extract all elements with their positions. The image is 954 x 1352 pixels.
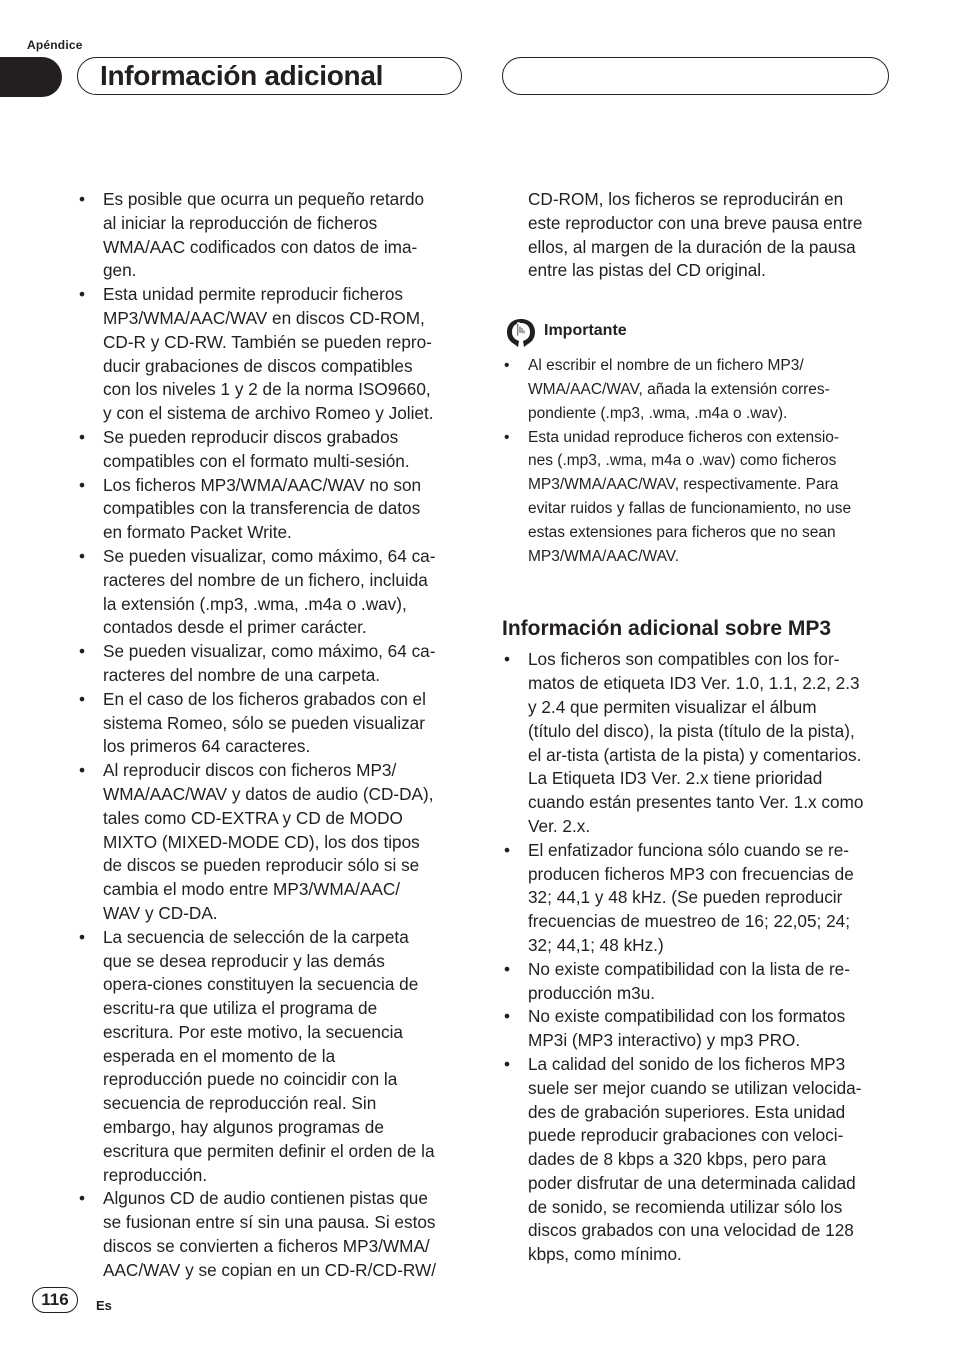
list-item [77, 474, 439, 545]
list-item [502, 354, 864, 425]
list-item [502, 426, 864, 569]
list-item [502, 839, 864, 958]
bullet: • [504, 1006, 511, 1027]
list-item-text: La secuencia de selección de la carpeta que se desea reproducir y las demás opera-ciones constituyen la secuencia de escritu-ra que utiliza el programa de escritura. Por este motivo, la secuencia esperada en el momento de la reproducción puede no coincidir con la secuencia de reproducción real. Sin embargo, hay algunos programas de escritura que permiten definir el orden de la reproducción. [103, 926, 435, 1185]
list-item-text: No existe compatibilidad con los formatos MP3i (MP3 interactivo) y mp3 PRO. [528, 1006, 846, 1051]
list-item-text: No existe compatibilidad con la lista de re-producción m3u. [528, 958, 850, 1003]
bullet: • [504, 357, 510, 375]
list-item [77, 545, 439, 640]
bullet: • [79, 641, 86, 662]
bullet: • [504, 649, 511, 670]
list-item [77, 759, 439, 926]
language-code: Es [96, 1298, 112, 1313]
list-item [77, 640, 439, 688]
bullet: • [79, 189, 86, 209]
list-item [77, 926, 439, 1188]
bullet: • [79, 284, 86, 305]
list-item-text: Se pueden visualizar, como máximo, 64 ca-racteres del nombre de una carpeta. [103, 641, 436, 685]
page-title: Información adicional [100, 60, 384, 91]
left-column [77, 188, 439, 1283]
list-item-text: Se pueden reproducir discos grabados compatibles con el formato multi-sesión. [103, 426, 410, 471]
list-item [77, 283, 439, 426]
list-item [77, 188, 439, 283]
list-item-text: La calidad del sonido de los ficheros MP3 suele ser mejor cuando se utilizan velocida-des de grabación superiores. Esta unidad puede reproducir grabaciones con veloci-dades de 8 kbps a 320 kbps, pero para poder disfrutar de una determinada calidad de sonido, se recomienda utilizar sólo los discos grabados con una velocidad de 128 kbps, como mínimo. [528, 1053, 862, 1265]
bullet: • [79, 474, 86, 495]
list-item [77, 426, 439, 474]
bullet: • [79, 1188, 86, 1209]
list-item-text: Algunos CD de audio contienen pistas que se fusionan entre sí sin una pausa. Si estos discos se convierten a ficheros MP3/WMA/ AAC/WAV y se copian en un CD-R/CD-RW/ [103, 1188, 437, 1280]
bullet: • [79, 760, 86, 781]
list-item-text: Esta unidad permite reproducir ficheros MP3/WMA/AAC/WAV en discos CD-ROM, CD-R y CD-RW. También se pueden repro-ducir grabaciones de discos compatibles con los niveles 1 y 2 de la norma ISO9660, y con el sistema de archivo Romeo y Joliet. [103, 284, 434, 424]
list-item-text: Al escribir el nombre de un fichero MP3/ WMA/AAC/WAV, añada la extensión corres-pondiente (.mp3, .wma, .m4a o .wav). [528, 357, 830, 422]
list-item [502, 958, 864, 1006]
left-bullet-list [77, 188, 439, 1283]
empty-header-frame [502, 57, 889, 95]
list-item-text: Los ficheros son compatibles con los for-matos de etiqueta ID3 Ver. 1.0, 1.1, 2.2, 2.3 y 2.4 que permiten visualizar el álbum (título del disco), la pista (título de la pista), el ar-tista (artista de la pista) y comentarios. La Etiqueta ID3 Ver. 2.x tiene prioridad cuando están presentes tanto Ver. 1.x como Ver. 2.x. [528, 649, 864, 836]
list-item-text: Los ficheros MP3/WMA/AAC/WAV no son compatibles con la transferencia de datos en formato Packet Write. [103, 474, 422, 543]
section-heading-mp3: Información adicional sobre MP3 [502, 617, 832, 641]
list-item [502, 1005, 864, 1053]
continued-paragraph: CD-ROM, los ficheros se reproducirán en este reproductor con una breve pausa entre ellos, al margen de la duración de la pausa entre las pistas del CD original. [528, 189, 863, 281]
bullet: • [79, 688, 86, 709]
mp3-bullet-list [502, 648, 864, 1267]
bullet: • [504, 428, 510, 446]
list-item-text: Se pueden visualizar, como máximo, 64 ca-racteres del nombre de un fichero, incluida la extensión (.mp3, .wma, .m4a o .wav), contados desde el primer carácter. [103, 545, 436, 638]
list-item [502, 1053, 864, 1267]
bullet: • [504, 839, 511, 860]
header-tab-marker [0, 57, 62, 97]
list-item-text: Esta unidad reproduce ficheros con extensio-nes (.mp3, .wma, m4a o .wav) como ficheros MP3/WMA/AAC/WAV, respectivamente. Para evitar ruidos y fallas de funcionamiento, no use estas extensiones para ficheros que no sean MP3/WMA/AAC/WAV. [528, 428, 852, 565]
important-label: Importante [544, 322, 627, 340]
list-item-text: El enfatizador funciona sólo cuando se re-producen ficheros MP3 con frecuencias de 32; 44,1 y 48 kHz. (Se pueden reproducir frecuencias de muestreo de 16; 22,05; 24; 32; 44,1; 48 kHz.) [528, 839, 854, 955]
list-item-text: Al reproducir discos con ficheros MP3/ WMA/AAC/WAV y datos de audio (CD-DA), tales como CD-EXTRA y CD de MODO MIXTO (MIXED-MODE CD), los dos tipos de discos se pueden reproducir sólo si se cambia el modo entre MP3/WMA/AAC/ WAV y CD-DA. [103, 760, 434, 923]
section-label: Apéndice [27, 38, 83, 52]
important-header [502, 318, 864, 348]
bullet: • [504, 1053, 511, 1074]
list-item-text: En el caso de los ficheros grabados con el sistema Romeo, sólo se pueden visualizar los primeros 64 caracteres. [103, 688, 426, 757]
list-item-text: Es posible que ocurra un pequeño retardo al iniciar la reproducción de ficheros WMA/AAC codificados con datos de ima-gen. [103, 189, 425, 281]
pointing-hand-icon [505, 318, 537, 348]
right-column [502, 188, 864, 1267]
bullet: • [79, 545, 86, 566]
list-item [502, 648, 864, 838]
bullet: • [79, 426, 86, 447]
title-frame [77, 57, 462, 95]
page-number: 116 [32, 1287, 78, 1313]
bullet: • [504, 958, 511, 979]
list-item [77, 1187, 439, 1282]
bullet: • [79, 926, 86, 947]
list-item [77, 688, 439, 759]
important-list [502, 354, 864, 568]
